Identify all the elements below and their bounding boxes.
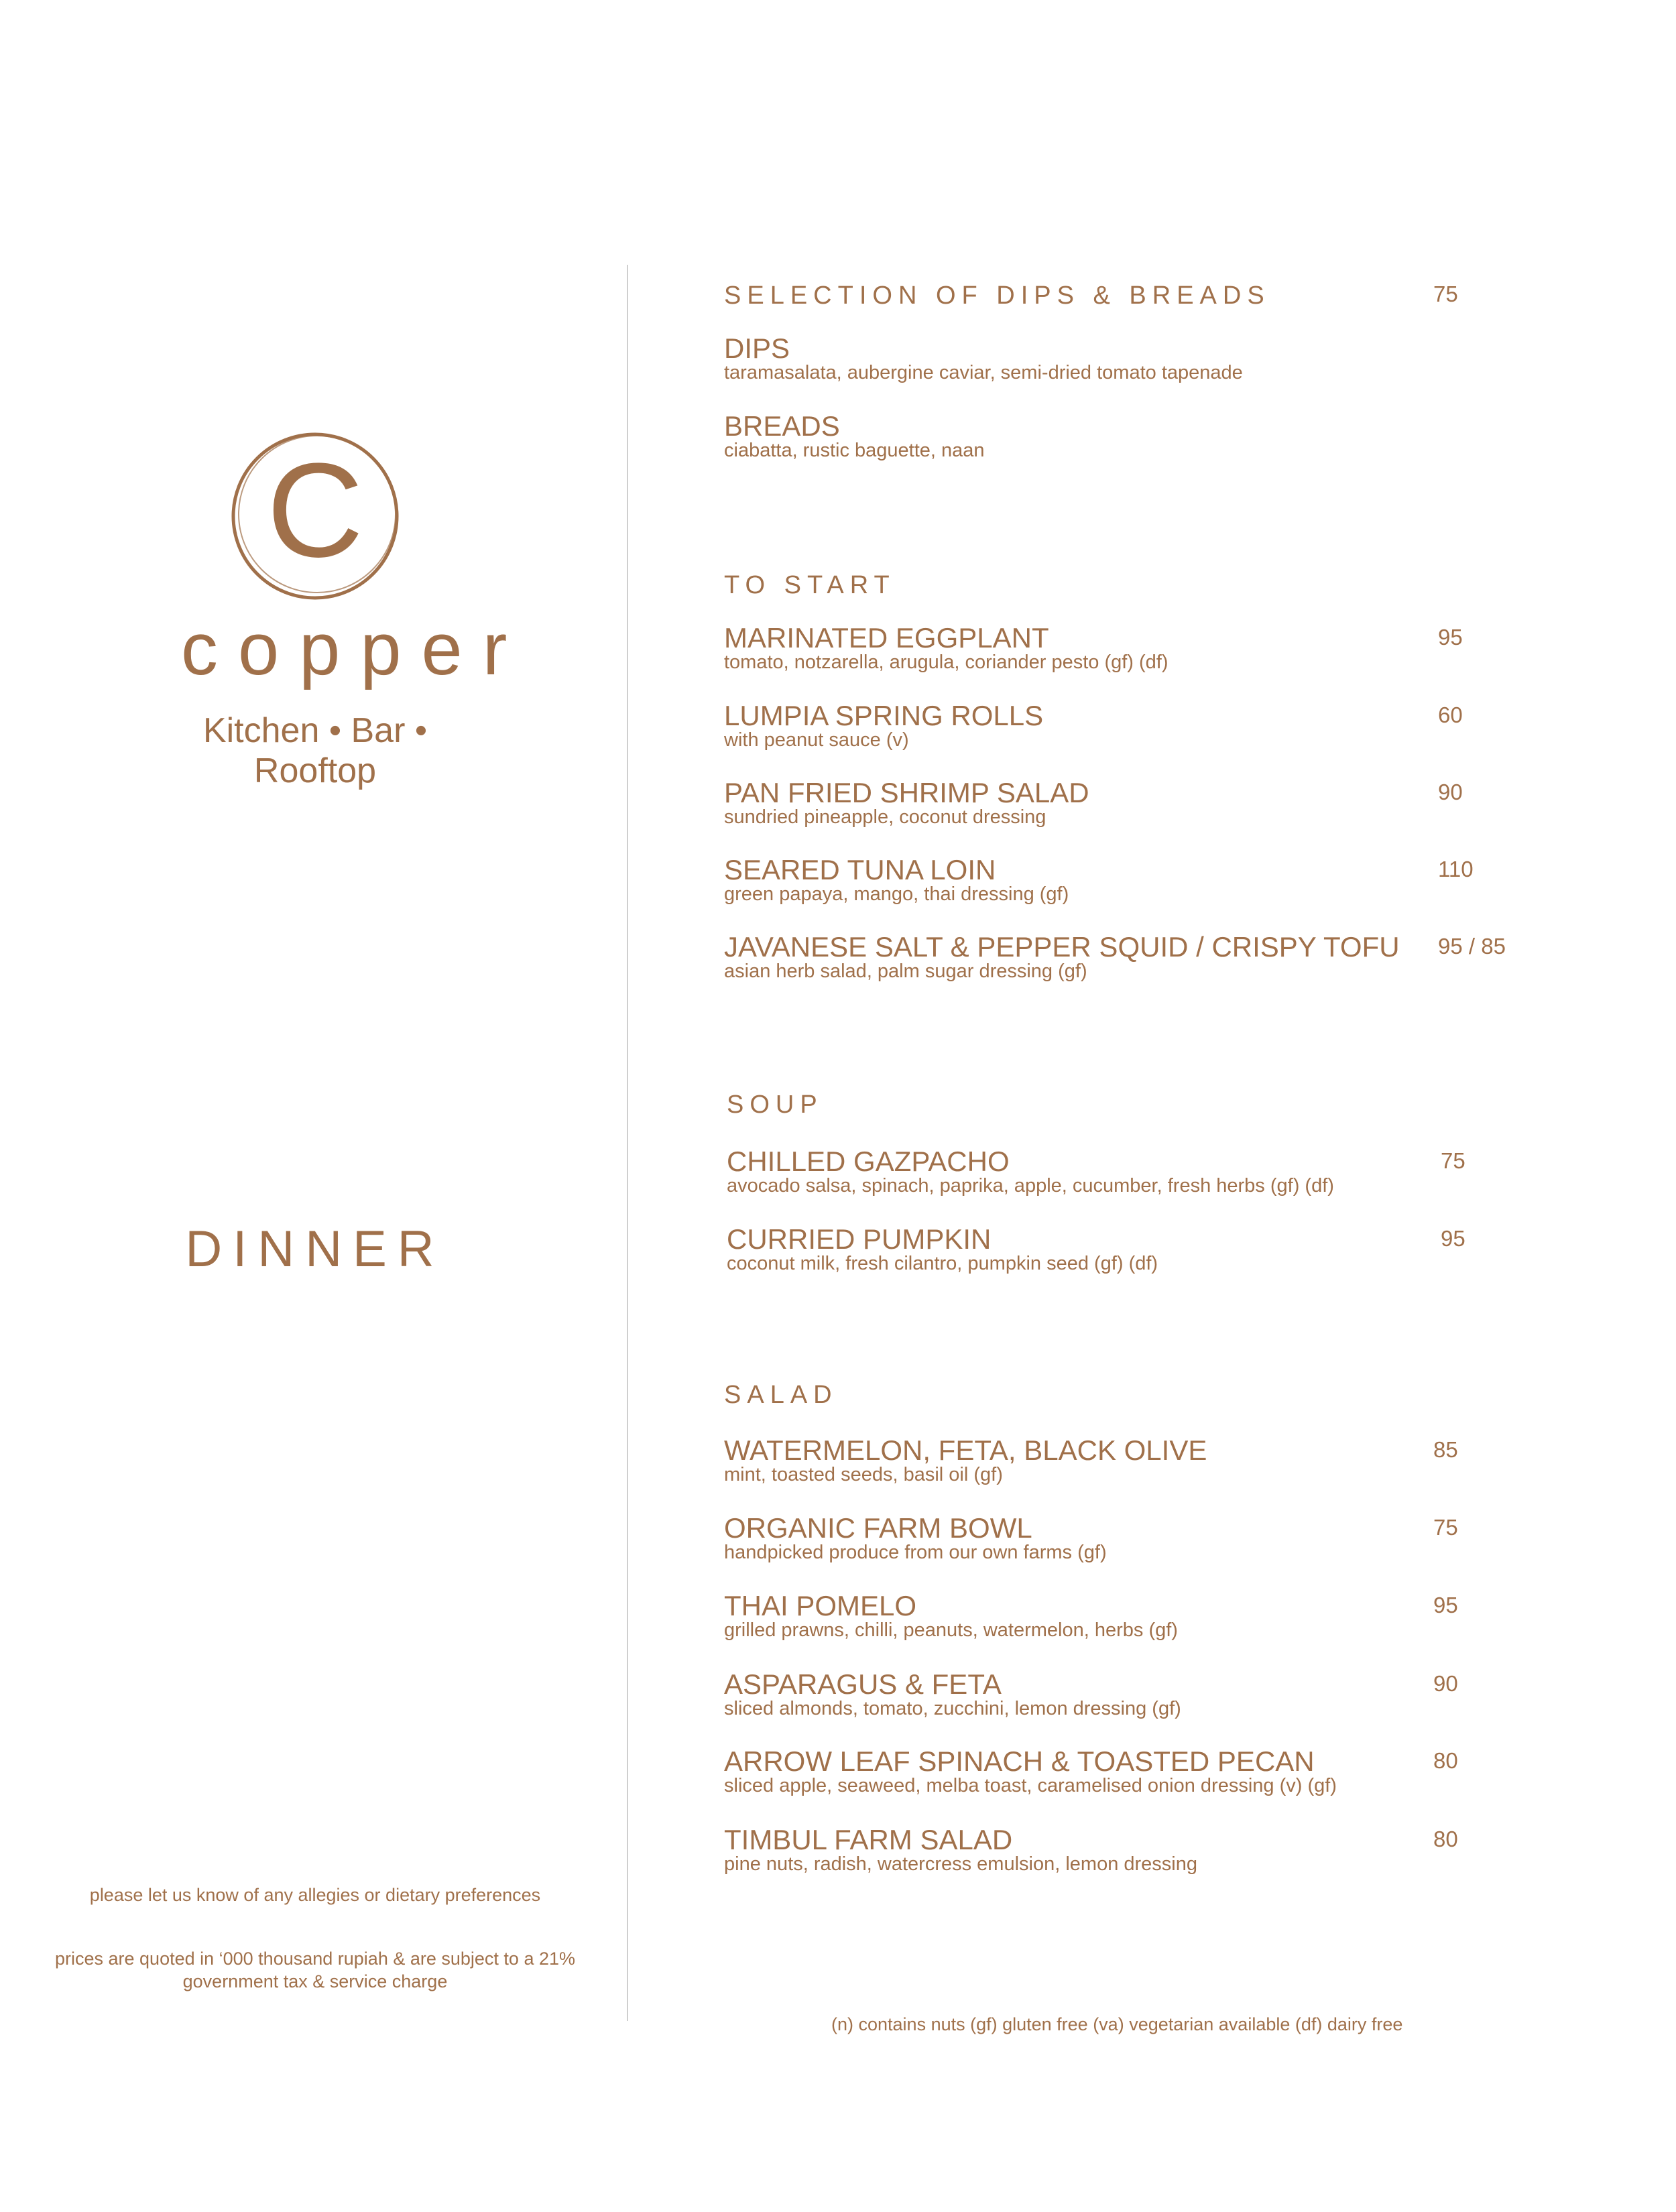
item-price: 95 [1441,1226,1465,1251]
item-name: MARINATED EGGPLANT [724,622,1049,654]
menu-item-breads [724,410,1622,477]
item-name: CURRIED PUMPKIN [727,1223,992,1255]
item-name: ORGANIC FARM BOWL [724,1512,1032,1544]
menu-item-javanese-squid-tofu [724,931,1622,998]
item-description: ciabatta, rustic baguette, naan [724,440,985,461]
section-title: TO START [724,571,896,599]
item-description: green papaya, mango, thai dressing (gf) [724,883,1069,905]
brand-tagline: Kitchen • Bar • Rooftop [202,711,428,790]
item-description: sliced almonds, tomato, zucchini, lemon dressing (gf) [724,1698,1181,1719]
item-name: ARROW LEAF SPINACH & TOASTED PECAN [724,1745,1315,1777]
item-name: WATERMELON, FETA, BLACK OLIVE [724,1434,1207,1466]
menu-item-chilled-gazpacho [727,1146,1625,1213]
item-description: grilled prawns, chilli, peanuts, watermelon, herbs (gf) [724,1619,1178,1641]
price-note: prices are quoted in ‘000 thousand rupiah & are subject to a 21% government tax & service charge [54,1949,575,1991]
menu-item-curried-pumpkin [727,1223,1625,1290]
brand-name: copper [181,608,528,690]
item-name: LUMPIA SPRING ROLLS [724,700,1044,731]
item-price: 80 [1433,1827,1458,1851]
item-name: THAI POMELO [724,1590,917,1621]
menu-item-asparagus-feta [724,1668,1622,1735]
menu-item-watermelon-feta [724,1434,1622,1501]
left-panel [0,0,627,2212]
section-title: SALAD [724,1381,838,1409]
item-name: BREADS [724,410,840,442]
item-price: 85 [1433,1437,1458,1462]
item-price: 80 [1433,1748,1458,1773]
section-price: 75 [1433,282,1458,306]
item-description: pine nuts, radish, watercress emulsion, lemon dressing [724,1853,1197,1875]
vertical-divider [627,265,628,2021]
item-name: DIPS [724,332,790,364]
item-description: tomato, notzarella, arugula, coriander pesto (gf) (df) [724,652,1169,673]
logo-letter: C [266,436,364,585]
item-name: JAVANESE SALT & PEPPER SQUID / CRISPY TOFU [724,931,1400,963]
item-name: PAN FRIED SHRIMP SALAD [724,777,1089,808]
menu-item-organic-farm-bowl [724,1512,1622,1579]
item-description: with peanut sauce (v) [724,729,909,751]
dietary-legend: (n) contains nuts (gf) gluten free (va) vegetarian available (df) dairy free [831,2014,1403,2034]
section-title: SELECTION OF DIPS & BREADS [724,282,1270,310]
menu-item-thai-pomelo [724,1590,1622,1657]
item-description: sundried pineapple, coconut dressing [724,806,1046,828]
item-description: sliced apple, seaweed, melba toast, caramelised onion dressing (v) (gf) [724,1775,1337,1796]
item-price: 95 [1438,625,1463,650]
item-price: 90 [1433,1671,1458,1696]
item-description: avocado salsa, spinach, paprika, apple, cucumber, fresh herbs (gf) (df) [727,1175,1334,1196]
item-description: coconut milk, fresh cilantro, pumpkin seed (gf) (df) [727,1253,1158,1274]
item-price: 110 [1438,857,1474,881]
item-description: taramasalata, aubergine caviar, semi-dried tomato tapenade [724,362,1243,383]
item-price: 75 [1433,1515,1458,1540]
section-title: SOUP [727,1091,823,1119]
menu-item-dips [724,332,1622,400]
item-price: 95 [1433,1593,1458,1617]
item-price: 75 [1441,1148,1465,1173]
item-name: TIMBUL FARM SALAD [724,1824,1013,1855]
item-description: handpicked produce from our own farms (gf) [724,1542,1107,1563]
menu-item-marinated-eggplant [724,622,1622,689]
item-price: 60 [1438,702,1463,727]
item-name: CHILLED GAZPACHO [727,1146,1010,1177]
menu-item-arrow-leaf-spinach [724,1745,1622,1812]
menu-item-seared-tuna-loin [724,854,1622,921]
item-name: SEARED TUNA LOIN [724,854,996,885]
item-name: ASPARAGUS & FETA [724,1668,1002,1700]
item-price: 90 [1438,780,1463,804]
item-price: 95 / 85 [1438,934,1506,959]
dietary-note: please let us know of any allegies or dietary preferences [89,1885,541,1905]
menu-item-lumpia-spring-rolls [724,700,1622,767]
item-description: mint, toasted seeds, basil oil (gf) [724,1464,1003,1485]
menu-item-pan-fried-shrimp-salad [724,777,1622,844]
menu-item-timbul-farm-salad [724,1824,1622,1891]
logo-circle-icon [181,429,449,603]
item-description: asian herb salad, palm sugar dressing (gf) [724,961,1087,982]
meal-title: DINNER [185,1221,445,1278]
